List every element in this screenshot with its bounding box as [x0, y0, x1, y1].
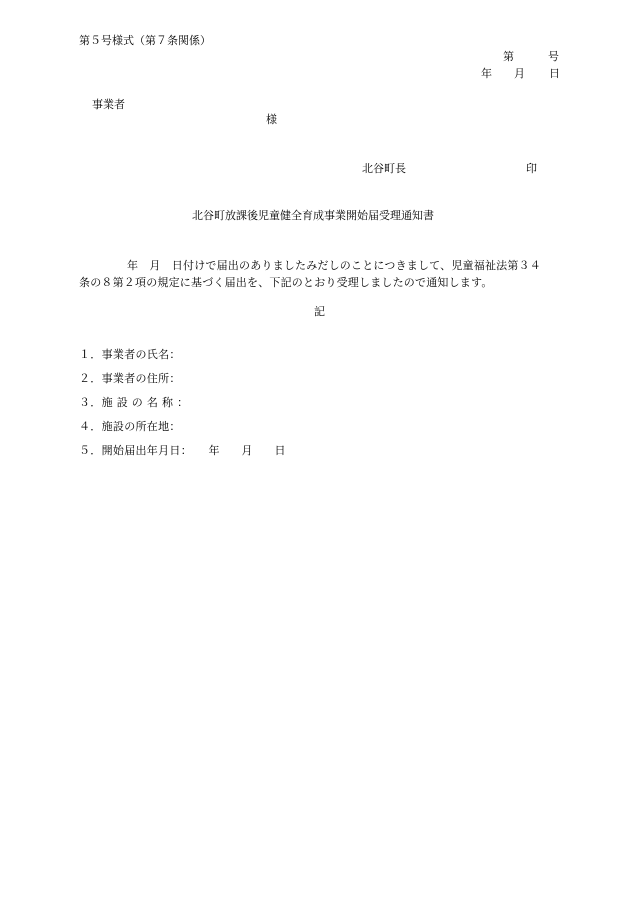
list-item — [79, 349, 286, 373]
list-item — [79, 397, 286, 421]
start-date-value — [207, 445, 286, 456]
list-item — [79, 445, 286, 469]
issue-date-month: 月 — [514, 67, 525, 80]
document-number-suffix: 号 — [548, 50, 559, 63]
item-label: １．事業者の氏名： — [79, 348, 181, 361]
item-label: ２．事業者の住所： — [79, 372, 181, 385]
issue-date-day: 日 — [549, 67, 560, 80]
addressee-label: 事業者 — [92, 98, 125, 111]
issue-date-year: 年 — [481, 67, 492, 80]
item-list — [79, 349, 286, 469]
list-item — [79, 421, 286, 445]
document-title: 北谷町放課後児童健全育成事業開始届受理通知書 — [192, 209, 434, 222]
form-number: 第５号様式（第７条関係） — [79, 34, 211, 47]
start-date-month: 月 — [241, 444, 253, 457]
document-number-label: 第 — [503, 50, 514, 63]
start-date-year: 年 — [208, 444, 220, 457]
addressee-honorific: 様 — [266, 113, 277, 126]
item-label: ５．開始届出年月日： — [79, 444, 192, 457]
seal-mark: 印 — [526, 162, 537, 175]
item-label: ４．施設の所在地： — [79, 420, 181, 433]
notice-body-line-1: 年 月 日付けで届出のありましたみだしのことにつきまして、児童福祉法第３４ — [127, 259, 541, 272]
issuer-name: 北谷町長 — [362, 162, 406, 175]
record-heading: 記 — [314, 305, 325, 318]
notice-body-line-2: 条の８第２項の規定に基づく届出を、下記のとおり受理しましたので通知します。 — [79, 276, 493, 289]
item-label: ３．施 設 の 名 称 ： — [79, 396, 189, 409]
list-item — [79, 373, 286, 397]
notice-body — [79, 257, 563, 291]
start-date-day: 日 — [274, 444, 286, 457]
